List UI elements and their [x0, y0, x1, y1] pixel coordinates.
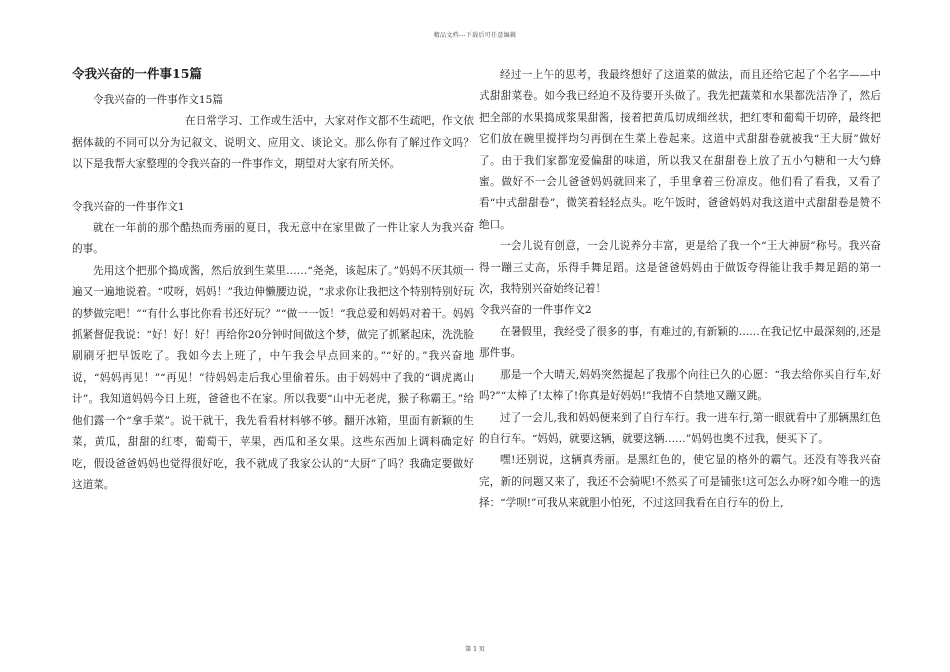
- essay1-paragraph-1: 就在一年前的那个酷热而秀丽的夏日，我无意中在家里做了一件让家人为我兴奋的事。: [72, 222, 474, 256]
- essay1-paragraph-4: 一会儿说有创意，一会儿说养分丰富，更是给了我一个“王大神厨”称号。我兴奋得一蹦三丈高，乐得手舞足蹈。这是爸爸妈妈由于做饭夸得能让我手舞足蹈的第一次，我特别兴奋始终记着！: [479, 240, 881, 296]
- section-heading-1: 令我兴奋的一件事作文1: [72, 200, 185, 213]
- page-header: 精品文档---下载后可任意编辑: [433, 32, 517, 39]
- spacer: [72, 176, 474, 197]
- intro-paragraph: 在日常学习、工作或生活中，大家对作文都不生疏吧，作文依据体裁的不同可以分为记叙文、说明文、应用文、谈论文。那么你有了解过作文吗？以下是我帮大家整理的令我兴奋的一件事作文，期望对大家有所关怀。: [72, 115, 474, 171]
- essay1-paragraph-3: 经过一上午的思考，我最终想好了这道菜的做法，而且还给它起了个名字——中式甜甜菜卷。如今我已经迫不及待要开头做了。我先把蔬菜和水果都洗洁净了，然后把全部的水果捣成浆果甜酱，接着把黄瓜切成细丝状，把红枣和葡萄干切碎，最终把它们放在碗里搅拌均匀再倒在生菜上卷起来。这道中式甜甜卷就被我“王大厨”做好了。由于我们家都宠爱偏甜的味道，所以我又在甜甜卷上放了五小勺糖和一大勺蜂蜜。做好不一会儿爸爸妈妈就回来了，手里拿着三份凉皮。他们看了看我，又看了看“中式甜甜卷”，微笑着轻轻点头。吃午饭时，爸爸妈妈对我这道中式甜甜卷是赞不绝口。: [479, 69, 881, 231]
- essay2-paragraph-3: 过了一会儿,我和妈妈便来到了自行车行。我一进车行,第一眼就看中了那辆黑红色的自行车。“妈妈，就要这辆，就要这辆……”妈妈也奥不过我，便买下了。: [479, 411, 881, 445]
- document-title: 令我兴奋的一件事15篇: [72, 66, 202, 81]
- document-subtitle: 令我兴奋的一件事作文15篇: [93, 94, 224, 106]
- essay2-paragraph-1: 在暑假里，我经受了很多的事，有难过的,有新颖的……在我记忆中最深刻的,还是那件事。: [479, 325, 881, 360]
- essay2-paragraph-4: 嘿!还别说，这辆真秀丽。是黑红色的，使它显的格外的霸气。还没有等我兴奋完，新的问题又来了，我还不会骑呢!不然买了可是铺张!这可怎么办呀?如今唯一的选择：“学呗!”可我从来就胆小怕死，不过这回我看在自行车的份上,: [479, 454, 881, 510]
- right-column: [479, 65, 881, 515]
- section-heading-2: 令我兴奋的一件事作文2: [479, 304, 592, 317]
- left-column: [72, 62, 474, 496]
- essay2-paragraph-2: 那是一个大晴天,妈妈突然提起了我那个向往已久的心愿：“我去给你买自行车,好吗?”“太棒了!太棒了!你真是好妈妈!”我情不自禁地又蹦又跳。: [479, 368, 881, 403]
- page-footer: 第 1 页: [465, 646, 485, 653]
- essay1-paragraph-2: 先用这个把那个捣成酱，然后放到生菜里……“尧尧，该起床了。”妈妈不厌其烦一遍又一遍地说着。“哎呀，妈妈！”我边伸懒腰边说，“求求你让我把这个特别特别好玩的梦做完吧！”“有什么事比你看书还好玩？”“做一一饭！”我总爱和妈妈对着干。妈妈抓紧督促我说：“好！好！好！再给你20分钟时间做这个梦，做完了抓紧起床，洗洗脸刷刷牙把早饭吃了。我如今去上班了，中午我会早点回来的。”“好的。”我兴奋地说，“妈妈再见！”“再见！”待妈妈走后我心里偷着乐。由于妈妈中了我的“调虎离山计”。我知道妈妈今日上班，爸爸也不在家。所以我要“山中无老虎，猴子称霸王。”给他们露一个“拿手菜”。说干就干，我先看看材料够不够。翻开冰箱，里面有新颖的生菜，黄瓜，甜甜的红枣，葡萄干，苹果，西瓜和圣女果。这些东西加上调料确定好吃，假设爸爸妈妈也觉得很好吃，我不就成了我家公认的“大厨”了吗？我确定要做好这道菜。: [72, 264, 474, 491]
